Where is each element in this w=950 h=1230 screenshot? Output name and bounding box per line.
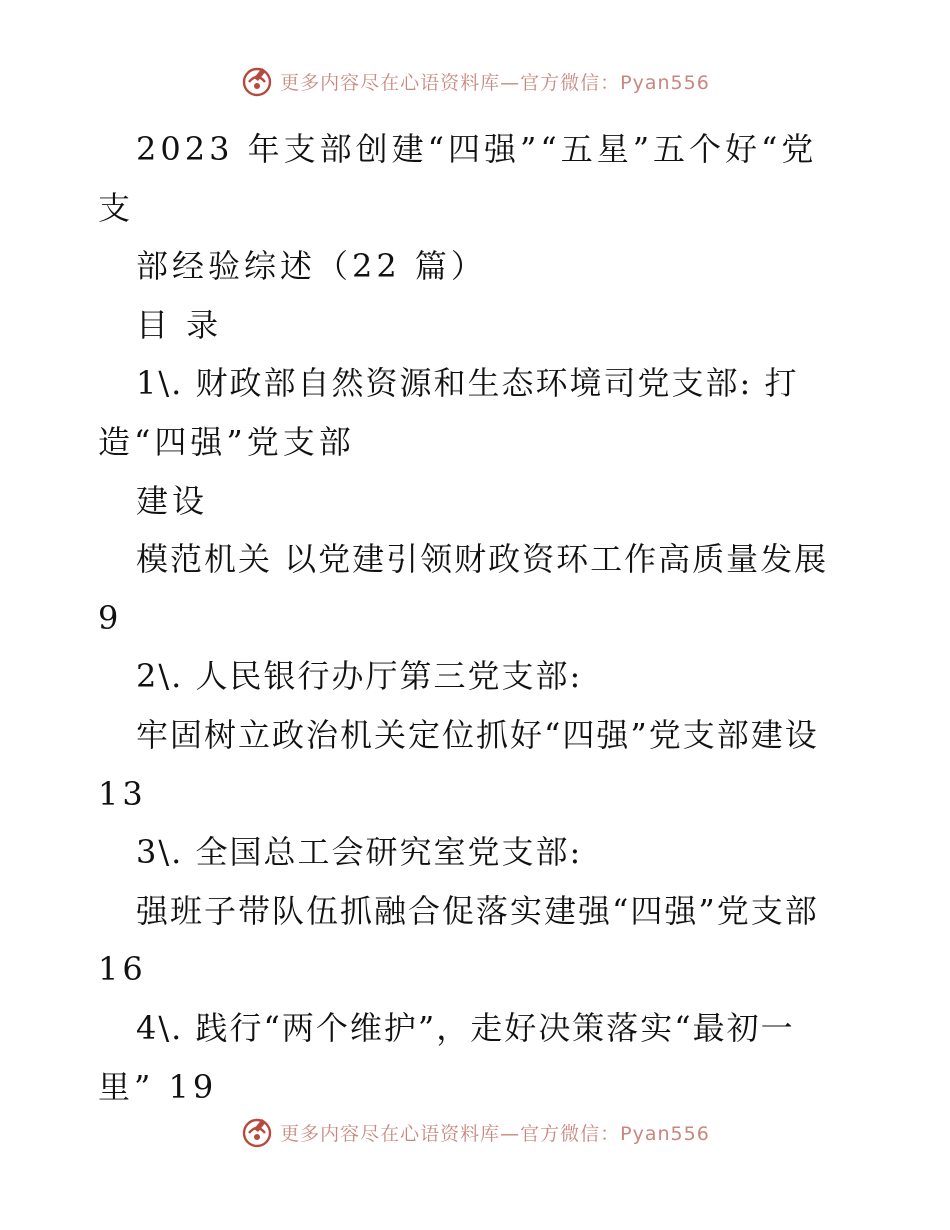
- toc-item-1-page: 9: [98, 598, 123, 637]
- toc-item-1-line-4: 模范机关 以党建引领财政资环工作高质量发展: [136, 540, 829, 579]
- toc-item-3-page: 16: [98, 950, 147, 989]
- toc-item-1-line-2: 造“四强”党支部: [98, 422, 355, 461]
- watermark-dash: —: [500, 1122, 521, 1145]
- toc-item-1-line-1: 1\. 财政部自然资源和生态环境司党支部: 打: [136, 364, 799, 403]
- toc-item-3-line-1: 3\. 全国总工会研究室党支部:: [136, 833, 583, 872]
- doc-title-line-2: 支: [98, 188, 135, 227]
- toc-item-2-line-1: 2\. 人民银行办厅第三党支部:: [136, 657, 583, 696]
- toc-item-2-line-2: 牢固树立政治机关定位抓好“四强”党支部建设: [136, 715, 819, 754]
- watermark-contact: 官方微信：Pyan556: [520, 1122, 710, 1145]
- toc-heading: 目 录: [136, 305, 223, 344]
- watermark-text: 更多内容尽在心语资料库: [280, 1122, 501, 1145]
- toc-item-3-line-2: 强班子带队伍抓融合促落实建强“四强”党支部: [136, 891, 819, 930]
- doc-title-line-3: 部经验综述（22 篇）: [136, 247, 487, 286]
- brand-logo-icon: [240, 64, 274, 98]
- toc-item-4-line-2: 里” 19: [98, 1067, 218, 1106]
- toc-item-2-page: 13: [98, 774, 147, 813]
- watermark-text: 更多内容尽在心语资料库: [280, 71, 501, 94]
- toc-item-1-line-3: 建设: [136, 481, 209, 520]
- watermark-header: [0, 64, 950, 114]
- brand-logo-icon: [240, 1115, 274, 1149]
- toc-item-4-line-1: 4\. 践行“两个维护”，走好决策落实“最初一: [136, 1008, 795, 1047]
- watermark-footer: [0, 1115, 950, 1165]
- doc-title-line-1: 2023 年支部创建“四强”“五星”五个好“党: [136, 130, 818, 168]
- watermark-dash: —: [500, 71, 521, 94]
- watermark-contact: 官方微信：Pyan556: [520, 71, 710, 94]
- document-body: [98, 120, 898, 1116]
